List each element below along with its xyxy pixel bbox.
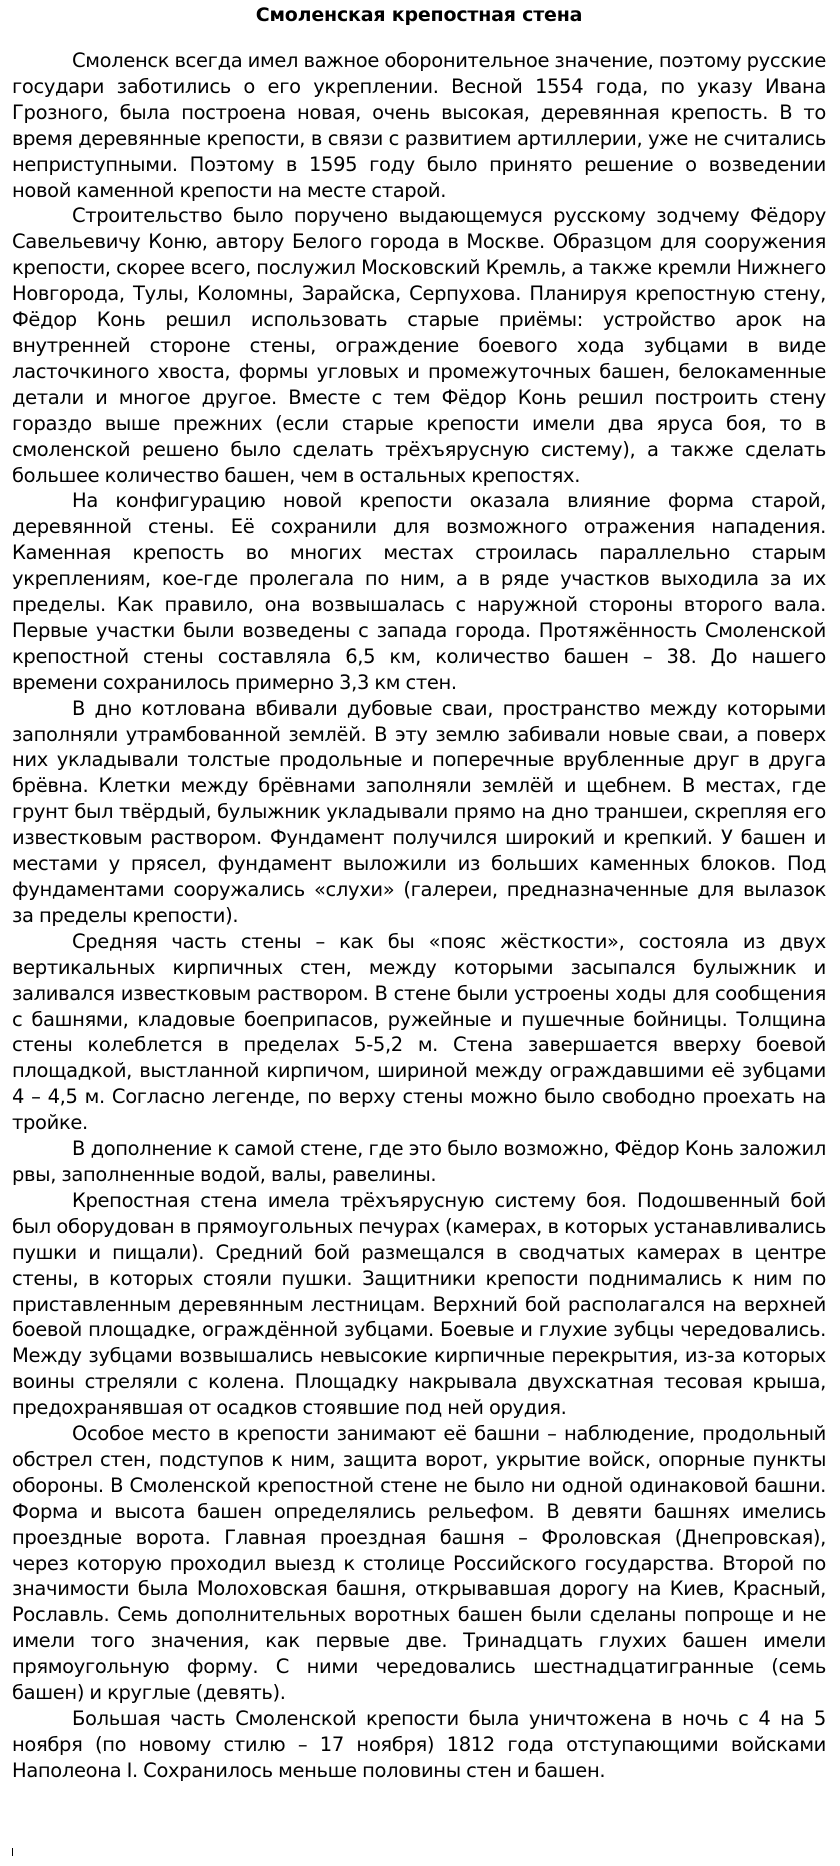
paragraph-7: Крепостная стена имела трёхъярусную систему боя. Подошвенный бой был оборудован в прямоугольных печурах (камерах, в которых устанавливались пушки и пищали). Средний бой размещался в сводчатых камерах в центре стены, в которых стояли пушки. Защитники крепости поднимались к ним по приставленным деревянным лестницам. Верхний бой располагался на верхней боевой площадке, ограждённой зубцами. Боевые и глухие зубцы чередовались. Между зубцами возвышались невысокие кирпичные перекрытия, из-за которых воины стреляли с колена. Площадку накрывала двухскатная тесовая крыша, предохранявшая от осадков стоявшие под ней орудия. xyxy=(12,1188,826,1420)
paragraph-8: Особое место в крепости занимают её башни – наблюдение, продольный обстрел стен, подступов к ним, защита ворот, укрытие войск, опорные пункты обороны. В Смоленской крепостной стене не было ни одной одинаковой башни. Форма и высота башен определялись рельефом. В девяти башнях имелись проездные ворота. Главная проездная башня – Фроловская (Днепровская), через которую проходил выезд к столице Российского государства. Второй по значимости была Молоховская башня, открывавшая дорогу на Киев, Красный, Рославль. Семь дополнительных воротных башен были сделаны попроще и не имели того значения, как первые две. Тринадцать глухих башен имели прямоугольную форму. С ними чередовались шестнадцатигранные (семь башен) и круглые (девять). xyxy=(12,1422,826,1705)
page-edge-mark xyxy=(12,1848,13,1856)
paragraph-4: В дно котлована вбивали дубовые сваи, пространство между которыми заполняли утрамбованной землёй. В эту землю забивали новые сваи, а поверх них укладывали толстые продольные и поперечные врубленные друг в друга брёвна. Клетки между брёвнами заполняли землёй и щебнем. В местах, где грунт был твёрдый, булыжник укладывали прямо на дно траншеи, скрепляя его известковым раствором. Фундамент получился широкий и крепкий. У башен и местами у прясел, фундамент выложили из больших каменных блоков. Под фундаментами сооружались «слухи» (галереи, предназначенные для вылазок за пределы крепости). xyxy=(12,696,826,927)
document-body xyxy=(12,48,826,1784)
paragraph-6: В дополнение к самой стене, где это было возможно, Фёдор Конь заложил рвы, заполненные водой, валы, равелины. xyxy=(12,1137,826,1186)
paragraph-1: Смоленск всегда имел важное оборонительное значение, поэтому русские государи заботились о его укреплении. Весной 1554 года, по указу Ивана Грозного, была построена новая, очень высокая, деревянная крепость. В то время деревянные крепости, в связи с развитием артиллерии, уже не считались неприступными. Поэтому в 1595 году было принято решение о возведении новой каменной крепости на месте старой. xyxy=(12,49,827,202)
paragraph-5: Средняя часть стены – как бы «пояс жёсткости», состояла из двух вертикальных кирпичных стен, между которыми засыпался булыжник и заливался известковым раствором. В стене были устроены ходы для сообщения с башнями, кладовые боеприпасов, ружейные и пушечные бойницы. Толщина стены колеблется в пределах 5-5,2 м. Стена завершается вверху боевой площадкой, выстланной кирпичом, шириной между ограждавшими её зубцами 4 – 4,5 м. Согласно легенде, по верху стены можно было свободно проехать на тройке. xyxy=(12,929,826,1135)
paragraph-9: Большая часть Смоленской крепости была уничтожена в ночь с 4 на 5 ноября (по новому стилю – 17 ноября) 1812 года отступающими войсками Наполеона I. Сохранилось меньше половины стен и башен. xyxy=(12,1707,826,1782)
paragraph-2: Строительство было поручено выдающемуся русскому зодчему Фёдору Савельевичу Коню, автору Белого города в Москве. Образцом для сооружения крепости, скорее всего, послужил Московский Кремль, а также кремли Нижнего Новгорода, Тулы, Коломны, Зарайска, Серпухова. Планируя крепостную стену, Фёдор Конь решил использовать старые приёмы: устройство арок на внутренней стороне стены, ограждение боевого хода зубцами в виде ласточкиного хвоста, формы угловых и промежуточных башен, белокаменные детали и многое другое. Вместе с тем Фёдор Конь решил построить стену гораздо выше прежних (если старые крепости имели два яруса боя, то в смоленской решено было сделать трёхъярусную систему), а также сделать большее количество башен, чем в остальных крепостях. xyxy=(12,204,826,487)
paragraph-3: На конфигурацию новой крепости оказала влияние форма старой, деревянной стены. Её сохранили для возможного отражения нападения. Каменная крепость во многих местах строилась параллельно старым укреплениям, кое-где пролегала по ним, а в ряде участков выходила за их пределы. Как правило, она возвышалась с наружной стороны второго вала. Первые участки были возведены с запада города. Протяжённость Смоленской крепостной стены составляла 6,5 км, количество башен – 38. До нашего времени сохранилось примерно 3,3 км стен. xyxy=(12,489,826,694)
page-title: Смоленская крепостная стена xyxy=(255,4,583,26)
